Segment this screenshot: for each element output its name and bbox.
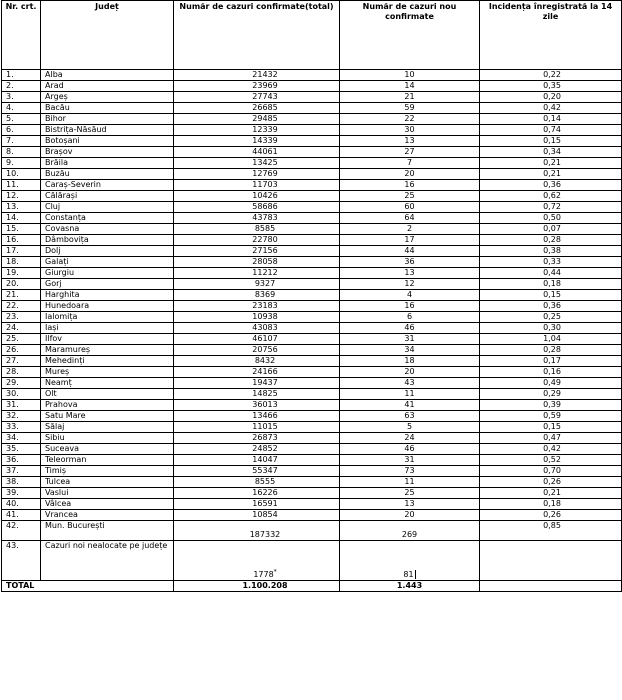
- row-noi: 16: [340, 180, 480, 191]
- row-noi: 11: [340, 389, 480, 400]
- row-judet: Galați: [41, 257, 174, 268]
- row-nr: 35.: [2, 444, 41, 455]
- row-nr: 30.: [2, 389, 41, 400]
- row-incidenta: 0,17: [480, 356, 622, 367]
- row-total: 14825: [174, 389, 340, 400]
- row-incidenta: 0,52: [480, 455, 622, 466]
- row-incidenta: 0,38: [480, 246, 622, 257]
- table-row: [2, 301, 622, 312]
- table-row: [2, 323, 622, 334]
- footnote-mark: *: [273, 568, 277, 576]
- table-row: [2, 180, 622, 191]
- table-row: [2, 378, 622, 389]
- row-incidenta: 1,04: [480, 334, 622, 345]
- row-noi: 46: [340, 323, 480, 334]
- total-incidenta: [480, 581, 622, 592]
- row-total: 12339: [174, 125, 340, 136]
- table-row: [2, 202, 622, 213]
- row-incidenta: 0,07: [480, 224, 622, 235]
- table-row: [2, 477, 622, 488]
- row-incidenta: 0,34: [480, 147, 622, 158]
- row-judet: Neamț: [41, 378, 174, 389]
- row-nr: 34.: [2, 433, 41, 444]
- row-incidenta: 0,59: [480, 411, 622, 422]
- row-total: 36013: [174, 400, 340, 411]
- row-judet: Ilfov: [41, 334, 174, 345]
- row-judet: Mehedinți: [41, 356, 174, 367]
- row-judet: Călărași: [41, 191, 174, 202]
- row-noi: 20: [340, 367, 480, 378]
- row-judet: Arad: [41, 81, 174, 92]
- row-incidenta: 0,15: [480, 290, 622, 301]
- table-row: [2, 136, 622, 147]
- row-incidenta: 0,36: [480, 301, 622, 312]
- row-incidenta: 0,36: [480, 180, 622, 191]
- row-noi: 25: [340, 191, 480, 202]
- table-row: [2, 92, 622, 103]
- row-nr: 12.: [2, 191, 41, 202]
- row-judet: Hunedoara: [41, 301, 174, 312]
- row-judet: Argeș: [41, 92, 174, 103]
- cases-table: [1, 0, 622, 592]
- row-judet: Mureș: [41, 367, 174, 378]
- row-nr: 4.: [2, 103, 41, 114]
- row-nr: 1.: [2, 70, 41, 81]
- row-judet: Cazuri noi nealocate pe județe: [41, 541, 174, 581]
- row-incidenta: 0,74: [480, 125, 622, 136]
- row-noi: 24: [340, 433, 480, 444]
- header-judet: Județ: [41, 1, 174, 70]
- row-total: 24166: [174, 367, 340, 378]
- row-judet: Gorj: [41, 279, 174, 290]
- row-total: 11015: [174, 422, 340, 433]
- row-total: 14339: [174, 136, 340, 147]
- row-total: 44061: [174, 147, 340, 158]
- header-total: Număr de cazuri confirmate(total): [174, 1, 340, 70]
- row-nr: 25.: [2, 334, 41, 345]
- row-nr: 3.: [2, 92, 41, 103]
- row-total: 23969: [174, 81, 340, 92]
- row-nr: 24.: [2, 323, 41, 334]
- row-nr: 2.: [2, 81, 41, 92]
- row-incidenta: 0,72: [480, 202, 622, 213]
- row-total: 10938: [174, 312, 340, 323]
- row-incidenta: 0,70: [480, 466, 622, 477]
- row-nr: 13.: [2, 202, 41, 213]
- row-nr: 14.: [2, 213, 41, 224]
- row-noi: 18: [340, 356, 480, 367]
- row-total: 46107: [174, 334, 340, 345]
- row-noi: 13: [340, 136, 480, 147]
- table-row: [2, 268, 622, 279]
- row-total: [174, 541, 340, 581]
- row-nr: 16.: [2, 235, 41, 246]
- table-row: [2, 103, 622, 114]
- row-judet: Giurgiu: [41, 268, 174, 279]
- row-noi: 31: [340, 455, 480, 466]
- row-judet: Dâmbovița: [41, 235, 174, 246]
- table-row-bucuresti: [2, 521, 622, 541]
- row-total: 22780: [174, 235, 340, 246]
- table-row: [2, 125, 622, 136]
- row-noi: 21: [340, 92, 480, 103]
- row-incidenta: 0,15: [480, 422, 622, 433]
- row-judet: Caraș-Severin: [41, 180, 174, 191]
- table-row: [2, 345, 622, 356]
- table-row: [2, 367, 622, 378]
- header-row: [2, 1, 622, 70]
- row-total: 20756: [174, 345, 340, 356]
- row-noi: 31: [340, 334, 480, 345]
- row-judet: Cluj: [41, 202, 174, 213]
- row-incidenta: 0,14: [480, 114, 622, 125]
- table-row: [2, 433, 622, 444]
- row-judet: Timiș: [41, 466, 174, 477]
- row-incidenta: 0,33: [480, 257, 622, 268]
- row-incidenta: 0,42: [480, 444, 622, 455]
- row-nr: 23.: [2, 312, 41, 323]
- row-noi: 16: [340, 301, 480, 312]
- table-row: [2, 466, 622, 477]
- row-noi: 43: [340, 378, 480, 389]
- row-noi: 13: [340, 268, 480, 279]
- row-incidenta: [480, 541, 622, 581]
- total-new: 1.443: [340, 581, 480, 592]
- row-judet: Maramureș: [41, 345, 174, 356]
- row-nr: 32.: [2, 411, 41, 422]
- row-noi: 46: [340, 444, 480, 455]
- row-nr: 10.: [2, 169, 41, 180]
- row-incidenta: 0,35: [480, 81, 622, 92]
- row-judet: Bacău: [41, 103, 174, 114]
- row-incidenta: 0,30: [480, 323, 622, 334]
- row-nr: 15.: [2, 224, 41, 235]
- row-noi: 11: [340, 477, 480, 488]
- row-noi: 5: [340, 422, 480, 433]
- table-row: [2, 224, 622, 235]
- table-row-nealocate: [2, 541, 622, 581]
- table-row: [2, 257, 622, 268]
- row-incidenta: 0,25: [480, 312, 622, 323]
- row-noi: 10: [340, 70, 480, 81]
- row-total: 11703: [174, 180, 340, 191]
- row-judet: Mun. București: [41, 521, 174, 541]
- row-noi: 2: [340, 224, 480, 235]
- row-judet: Bihor: [41, 114, 174, 125]
- row-noi: 4: [340, 290, 480, 301]
- row-nr: 8.: [2, 147, 41, 158]
- text-cursor: [415, 570, 416, 579]
- table-row: [2, 246, 622, 257]
- row-total: 26685: [174, 103, 340, 114]
- row-nr: 6.: [2, 125, 41, 136]
- row-noi: 60: [340, 202, 480, 213]
- row-judet: Brăila: [41, 158, 174, 169]
- row-nr: 21.: [2, 290, 41, 301]
- table-row: [2, 312, 622, 323]
- row-total: 10854: [174, 510, 340, 521]
- row-total: 14047: [174, 455, 340, 466]
- row-incidenta: 0,20: [480, 92, 622, 103]
- row-incidenta: 0,26: [480, 510, 622, 521]
- table-row: [2, 191, 622, 202]
- table-row: [2, 213, 622, 224]
- table-row: [2, 114, 622, 125]
- header-nr: Nr. crt.: [2, 1, 41, 70]
- header-noi: Număr de cazuri nou confirmate: [340, 1, 480, 70]
- row-total: 9327: [174, 279, 340, 290]
- row-incidenta: 0,44: [480, 268, 622, 279]
- row-total: 16591: [174, 499, 340, 510]
- row-nr: 5.: [2, 114, 41, 125]
- row-noi: 6: [340, 312, 480, 323]
- table-row: [2, 455, 622, 466]
- row-noi-value: 81: [403, 570, 414, 579]
- row-incidenta: 0,26: [480, 477, 622, 488]
- row-incidenta: 0,85: [480, 521, 622, 541]
- row-noi: 27: [340, 147, 480, 158]
- row-total: 21432: [174, 70, 340, 81]
- row-total: 29485: [174, 114, 340, 125]
- row-noi: 44: [340, 246, 480, 257]
- row-total: 23183: [174, 301, 340, 312]
- row-judet: Alba: [41, 70, 174, 81]
- row-noi: 22: [340, 114, 480, 125]
- row-nr: 31.: [2, 400, 41, 411]
- row-nr: 28.: [2, 367, 41, 378]
- row-judet: Dolj: [41, 246, 174, 257]
- row-incidenta: 0,21: [480, 158, 622, 169]
- row-judet: Iași: [41, 323, 174, 334]
- row-judet: Sălaj: [41, 422, 174, 433]
- row-noi: 34: [340, 345, 480, 356]
- row-nr: 42.: [2, 521, 41, 541]
- row-noi: 269: [340, 521, 480, 541]
- row-judet: Satu Mare: [41, 411, 174, 422]
- row-noi: 7: [340, 158, 480, 169]
- row-judet: Tulcea: [41, 477, 174, 488]
- row-nr: 18.: [2, 257, 41, 268]
- row-total: 12769: [174, 169, 340, 180]
- row-nr: 17.: [2, 246, 41, 257]
- row-judet: Harghita: [41, 290, 174, 301]
- row-total: 27743: [174, 92, 340, 103]
- row-incidenta: 0,42: [480, 103, 622, 114]
- total-label: TOTAL: [2, 581, 174, 592]
- row-nr: 27.: [2, 356, 41, 367]
- row-total: 13466: [174, 411, 340, 422]
- row-total: 43783: [174, 213, 340, 224]
- row-total: 16226: [174, 488, 340, 499]
- table-row: [2, 389, 622, 400]
- row-noi: 63: [340, 411, 480, 422]
- row-incidenta: 0,28: [480, 345, 622, 356]
- row-nr: 36.: [2, 455, 41, 466]
- row-total: 26873: [174, 433, 340, 444]
- row-noi: 17: [340, 235, 480, 246]
- table-row: [2, 510, 622, 521]
- row-incidenta: 0,21: [480, 169, 622, 180]
- row-nr: 20.: [2, 279, 41, 290]
- row-nr: 39.: [2, 488, 41, 499]
- row-incidenta: 0,50: [480, 213, 622, 224]
- row-nr: 7.: [2, 136, 41, 147]
- row-nr: 19.: [2, 268, 41, 279]
- row-noi[interactable]: [340, 541, 480, 581]
- row-incidenta: 0,21: [480, 488, 622, 499]
- row-nr: 26.: [2, 345, 41, 356]
- table-row: [2, 279, 622, 290]
- row-total: 19437: [174, 378, 340, 389]
- row-judet: Teleorman: [41, 455, 174, 466]
- row-noi: 20: [340, 510, 480, 521]
- table-body: [2, 70, 622, 592]
- table-row: [2, 411, 622, 422]
- row-noi: 13: [340, 499, 480, 510]
- row-total: 10426: [174, 191, 340, 202]
- row-nr: 29.: [2, 378, 41, 389]
- row-incidenta: 0,49: [480, 378, 622, 389]
- row-nr: 38.: [2, 477, 41, 488]
- table-row: [2, 147, 622, 158]
- row-noi: 64: [340, 213, 480, 224]
- row-total: 8369: [174, 290, 340, 301]
- row-nr: 43.: [2, 541, 41, 581]
- row-nr: 41.: [2, 510, 41, 521]
- row-total: 8432: [174, 356, 340, 367]
- table-row: [2, 334, 622, 345]
- row-incidenta: 0,28: [480, 235, 622, 246]
- row-judet: Ialomița: [41, 312, 174, 323]
- row-noi: 12: [340, 279, 480, 290]
- header-incidenta: Incidența înregistrată la 14 zile: [480, 1, 622, 70]
- row-incidenta: 0,15: [480, 136, 622, 147]
- row-judet: Constanța: [41, 213, 174, 224]
- row-noi: 59: [340, 103, 480, 114]
- table-row-total: [2, 581, 622, 592]
- row-incidenta: 0,22: [480, 70, 622, 81]
- row-nr: 37.: [2, 466, 41, 477]
- row-total: 187332: [174, 521, 340, 541]
- table-row: [2, 235, 622, 246]
- table-row: [2, 81, 622, 92]
- row-incidenta: 0,16: [480, 367, 622, 378]
- row-incidenta: 0,29: [480, 389, 622, 400]
- table-row: [2, 488, 622, 499]
- row-total: 43083: [174, 323, 340, 334]
- row-total: 13425: [174, 158, 340, 169]
- row-total: 55347: [174, 466, 340, 477]
- row-noi: 20: [340, 169, 480, 180]
- row-judet: Vâlcea: [41, 499, 174, 510]
- table-row: [2, 400, 622, 411]
- row-nr: 33.: [2, 422, 41, 433]
- row-nr: 40.: [2, 499, 41, 510]
- row-noi: 36: [340, 257, 480, 268]
- table-row: [2, 169, 622, 180]
- row-judet: Sibiu: [41, 433, 174, 444]
- row-total: 8585: [174, 224, 340, 235]
- row-judet: Covasna: [41, 224, 174, 235]
- table-row: [2, 290, 622, 301]
- table-row: [2, 70, 622, 81]
- table-row: [2, 499, 622, 510]
- row-judet: Bistrița-Năsăud: [41, 125, 174, 136]
- row-noi: 14: [340, 81, 480, 92]
- row-total: 24852: [174, 444, 340, 455]
- row-judet: Olt: [41, 389, 174, 400]
- row-nr: 9.: [2, 158, 41, 169]
- row-noi: 25: [340, 488, 480, 499]
- row-total: 8555: [174, 477, 340, 488]
- row-noi: 73: [340, 466, 480, 477]
- row-noi: 30: [340, 125, 480, 136]
- row-incidenta: 0,18: [480, 499, 622, 510]
- row-judet: Vrancea: [41, 510, 174, 521]
- row-judet: Brașov: [41, 147, 174, 158]
- row-judet: Vaslui: [41, 488, 174, 499]
- row-incidenta: 0,62: [480, 191, 622, 202]
- row-judet: Buzău: [41, 169, 174, 180]
- row-judet: Suceava: [41, 444, 174, 455]
- row-total-value: 1778: [253, 570, 274, 579]
- row-noi: 41: [340, 400, 480, 411]
- row-total: 28058: [174, 257, 340, 268]
- row-incidenta: 0,47: [480, 433, 622, 444]
- row-nr: 11.: [2, 180, 41, 191]
- row-total: 58686: [174, 202, 340, 213]
- table-row: [2, 356, 622, 367]
- row-total: 27156: [174, 246, 340, 257]
- row-incidenta: 0,39: [480, 400, 622, 411]
- table-row: [2, 444, 622, 455]
- table-row: [2, 158, 622, 169]
- row-nr: 22.: [2, 301, 41, 312]
- row-judet: Botoșani: [41, 136, 174, 147]
- row-incidenta: 0,18: [480, 279, 622, 290]
- table-row: [2, 422, 622, 433]
- total-confirmed: 1.100.208: [174, 581, 340, 592]
- row-total: 11212: [174, 268, 340, 279]
- row-judet: Prahova: [41, 400, 174, 411]
